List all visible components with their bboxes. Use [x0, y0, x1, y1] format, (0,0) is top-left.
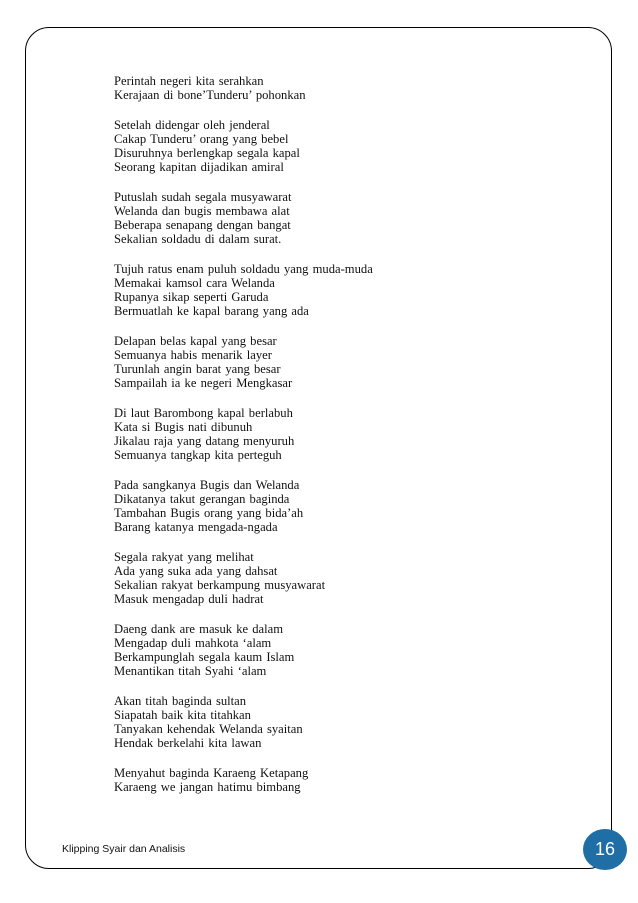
poem-line: Bermuatlah ke kapal barang yang ada [114, 304, 309, 319]
poem-line: Barang katanya mengada-ngada [114, 520, 278, 535]
poem-line: Seorang kapitan dijadikan amiral [114, 160, 284, 175]
poem-line: Disuruhnya berlengkap segala kapal [114, 146, 300, 160]
stanza [114, 694, 534, 751]
poem-line: Pada sangkanya Bugis dan Welanda [114, 477, 300, 492]
page-number: 16 [594, 839, 616, 859]
poem-line: Delapan belas kapal yang besar [114, 333, 277, 348]
poem-line: Kata si Bugis nati dibunuh [114, 419, 253, 434]
stanza [114, 190, 534, 247]
poem-line: Karaeng we jangan hatimu bimbang [114, 779, 301, 794]
poem-line: Berkampunglah segala kaum Islam [114, 650, 295, 664]
poem-line: Kerajaan di bone’Tunderu’ pohonkan [114, 88, 306, 103]
poem-line: Semuanya habis menarik layer [114, 347, 272, 362]
poem-line: Memakai kamsol cara Welanda [114, 275, 275, 290]
stanza [114, 478, 534, 535]
poem-line: Ada yang suka ada yang dahsat [114, 563, 278, 578]
poem-line: Tambahan Bugis orang yang bida’ah [114, 506, 304, 520]
poem-line: Akan titah baginda sultan [114, 693, 247, 708]
poem-line: Welanda dan bugis membawa alat [114, 203, 290, 218]
poem-line: Menyahut baginda Karaeng Ketapang [114, 765, 309, 780]
poem-line: Rupanya sikap seperti Garuda [114, 290, 269, 304]
poem-line: Turunlah angin barat yang besar [114, 362, 281, 376]
stanza [114, 622, 534, 679]
footer-label: Klipping Syair dan Analisis [62, 843, 186, 855]
stanza [114, 406, 534, 463]
poem-line: Jikalau raja yang datang menyuruh [114, 434, 295, 448]
poem-body [114, 74, 534, 809]
stanza [114, 74, 534, 102]
poem-line: Perintah negeri kita serahkan [114, 74, 264, 88]
stanza [114, 766, 534, 794]
poem-line: Setelah didengar oleh jenderal [114, 117, 270, 132]
poem-line: Tanyakan kehendak Welanda syaitan [114, 722, 303, 736]
poem-line: Dikatanya takut gerangan baginda [114, 491, 290, 506]
poem-line: Cakap Tunderu’ orang yang bebel [114, 131, 289, 146]
poem-line: Putuslah sudah segala musyawarat [114, 189, 292, 204]
poem-line: Masuk mengadap duli hadrat [114, 592, 264, 607]
page-number-badge [583, 829, 627, 870]
poem-line: Sekalian soldadu di dalam surat. [114, 232, 282, 247]
poem-line: Siapatah baik kita titahkan [114, 707, 251, 722]
poem-line: Menantikan titah Syahi ‘alam [114, 664, 267, 679]
stanza [114, 262, 534, 319]
poem-line: Daeng dank are masuk ke dalam [114, 621, 284, 636]
poem-line: Semuanya tangkap kita perteguh [114, 448, 282, 463]
poem-line: Beberapa senapang dengan bangat [114, 218, 291, 232]
stanza [114, 118, 534, 175]
stanza [114, 550, 534, 607]
poem-line: Sekalian rakyat berkampung musyawarat [114, 578, 326, 592]
poem-line: Segala rakyat yang melihat [114, 549, 254, 564]
poem-line: Hendak berkelahi kita lawan [114, 736, 262, 751]
poem-line: Mengadap duli mahkota ‘alam [114, 635, 272, 650]
poem-line: Tujuh ratus enam puluh soldadu yang muda-muda [114, 261, 373, 276]
poem-line: Sampailah ia ke negeri Mengkasar [114, 376, 293, 391]
poem-line: Di laut Barombong kapal berlabuh [114, 405, 293, 420]
stanza [114, 334, 534, 391]
